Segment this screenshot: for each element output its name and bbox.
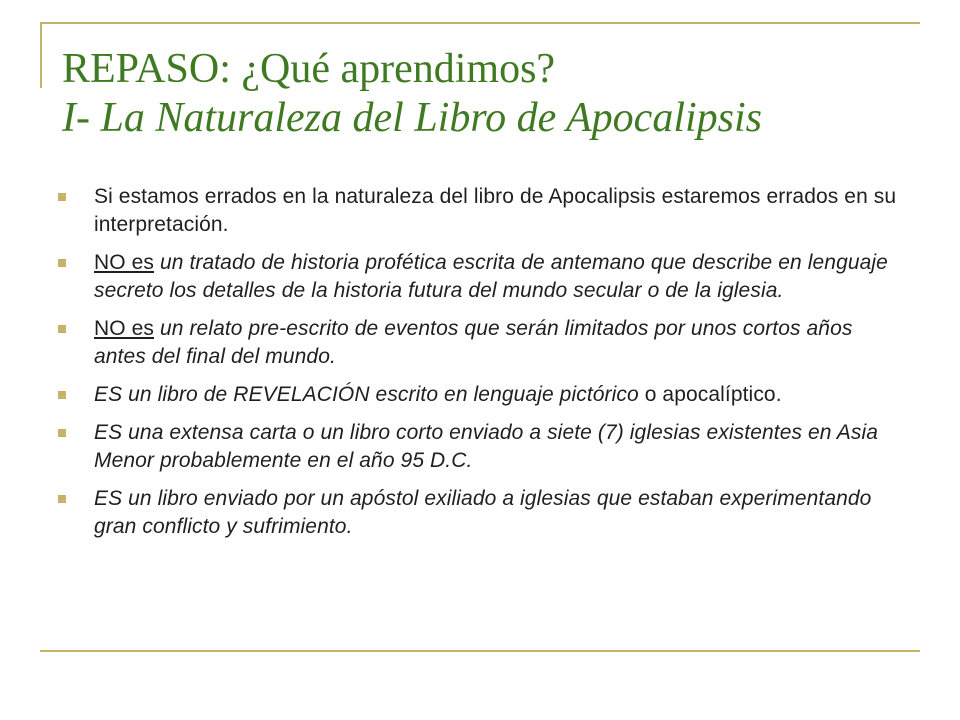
bullet-4-italic: ES un libro de REVELACIÓN escrito en lenguaje pictórico [94,383,639,406]
bullet-2-emphasis: NO es [94,251,155,274]
square-bullet-icon [58,325,66,333]
bullet-4-rest: o apocalíptico. [638,383,782,406]
bullet-item-4 [58,381,898,409]
bullet-item-3 [58,315,898,371]
bullet-text-3 [94,315,898,371]
bullet-text-6 [94,485,898,541]
bullet-3-emphasis: NO es [94,317,155,340]
bullet-item-5 [58,419,898,475]
square-bullet-icon [58,429,66,437]
bullet-item-1 [58,183,898,239]
top-rule [40,22,920,24]
square-bullet-icon [58,495,66,503]
title-line-1: REPASO: ¿Qué aprendimos? [62,46,556,92]
bullet-text-5 [94,419,898,475]
square-bullet-icon [58,391,66,399]
bullet-3-rest: un relato pre-escrito de eventos que serán limitados por unos cortos años antes del final del mundo. [94,317,853,368]
bullet-item-2 [58,249,898,305]
title-line-2: I- La Naturaleza del Libro de Apocalipsis [62,95,763,141]
bullet-item-6 [58,485,898,541]
bullet-2-rest: un tratado de historia profética escrita de antemano que describe en lenguaje secreto los detalles de la historia futura del mundo secular o de la iglesia. [94,251,888,302]
bottom-rule [40,650,920,652]
bullet-text-2 [94,249,898,305]
square-bullet-icon [58,259,66,267]
left-rule [40,22,42,88]
bullet-5-text: ES una extensa carta o un libro corto enviado a siete (7) iglesias existentes en Asia Menor probablemente en el año 95 D.C. [94,421,878,472]
slide-title [62,45,912,143]
bullet-6-text: ES un libro enviado por un apóstol exiliado a iglesias que estaban experimentando gran conflicto y sufrimiento. [94,487,872,538]
bullet-text-4 [94,381,898,409]
bullet-1-text: Si estamos errados en la naturaleza del libro de Apocalipsis estaremos errados en su interpretación. [94,185,897,236]
bullet-text-1 [94,183,898,239]
bullet-list [58,183,898,551]
square-bullet-icon [58,193,66,201]
